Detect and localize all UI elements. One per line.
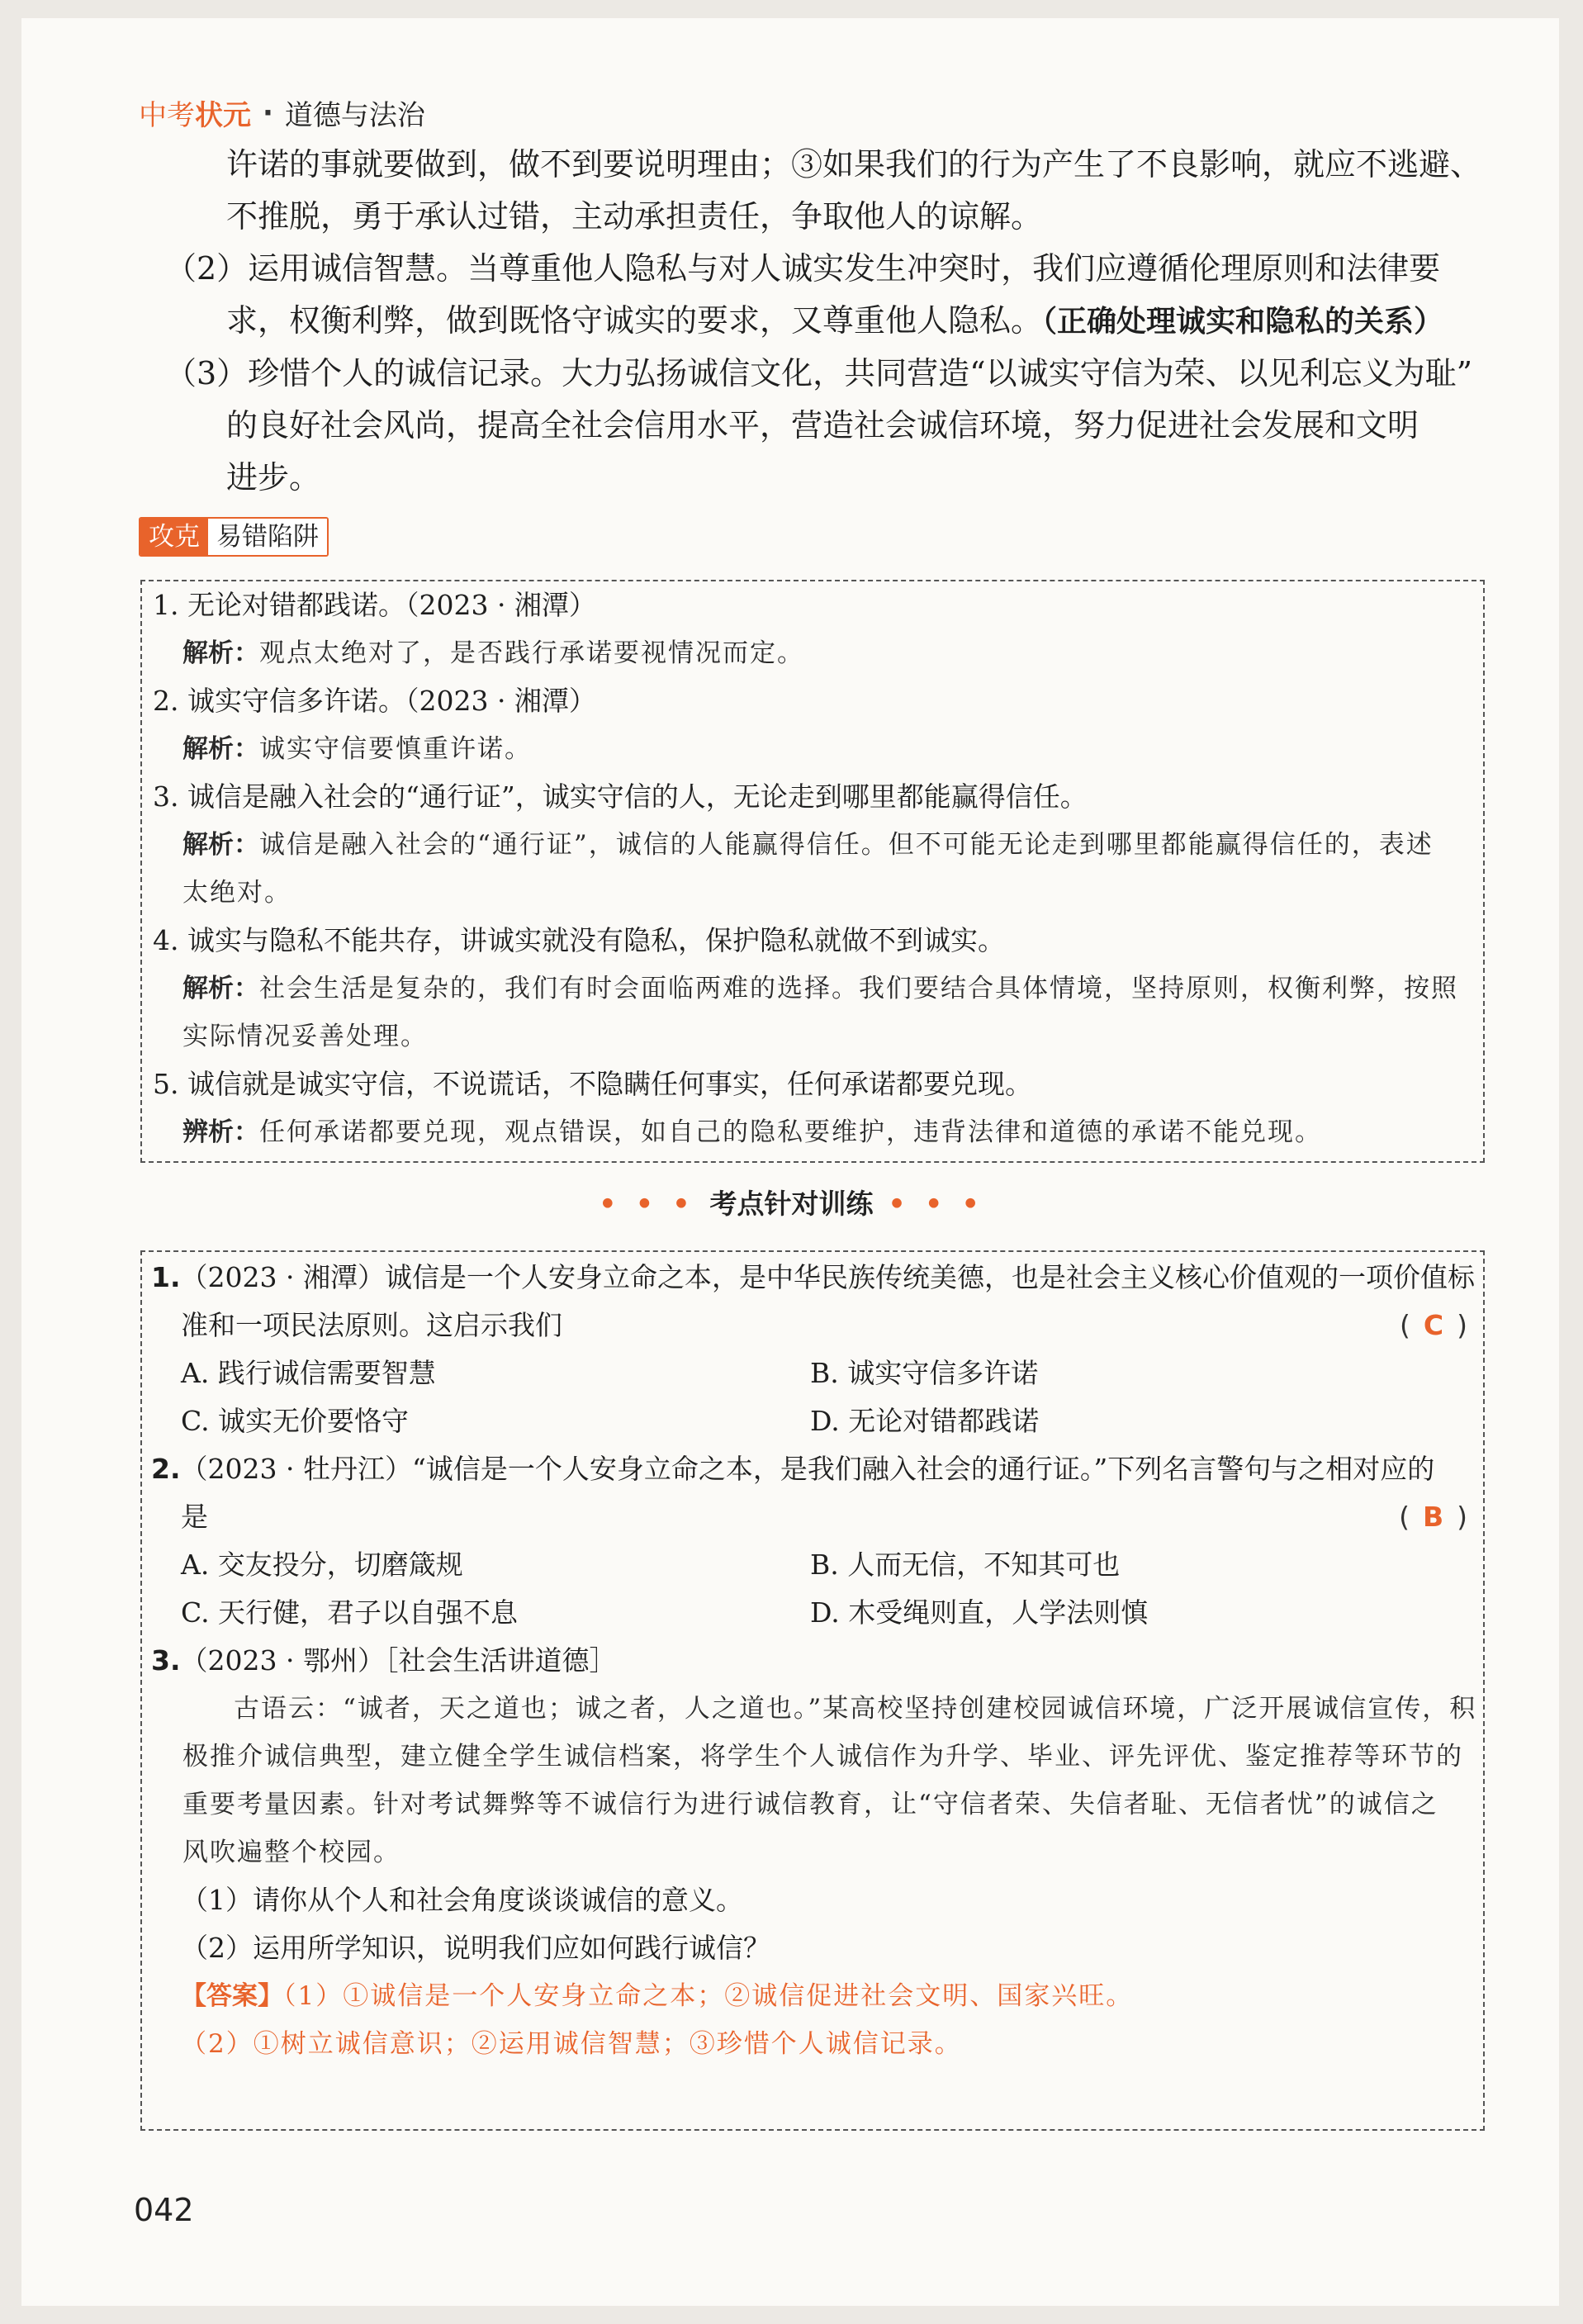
intro-line: 的良好社会风尚，提高全社会信用水平，营造社会诚信环境，努力促进社会发展和文明 [226,407,1419,443]
intro-line: 求，权衡利弊，做到既恪守诚实的要求，又尊重他人隐私。（正确处理诚实和隐私的关系） [226,302,1444,339]
answer-mark: ( B ) [1399,1501,1467,1533]
intro-line: （3）珍惜个人的诚信记录。大力弘扬诚信文化，共同营造“以诚实守信为荣、以见利忘义为耻” [165,355,1473,391]
trap-analysis: 解析：社会生活是复杂的，我们有时会面临两难的选择。我们要结合具体情境，坚持原则，权衡利弊，按照 [182,974,1458,1003]
trap-analysis: 辨析：任何承诺都要兑现，观点错误，如自己的隐私要维护，违背法律和道德的承诺不能兑现。 [182,1117,1322,1147]
trap-analysis: 解析：观点太绝对了，是否践行承诺要视情况而定。 [182,638,804,668]
trap-analysis: 解析：诚信是融入社会的“通行证”，诚信的人能赢得信任。但不可能无论走到哪里都能赢得信任的，表述 [182,830,1434,860]
material-paragraph: 极推介诚信典型，建立健全学生诚信档案，将学生个人诚信作为升学、毕业、评先评优、鉴定推荐等环节的 [182,1742,1463,1771]
option-d: D. 无论对错都践诺 [810,1405,1040,1437]
option-c: C. 诚实无价要恪守 [181,1405,410,1437]
option-a: A. 践行诚信需要智慧 [181,1357,436,1389]
sub-question-1: （1）请你从个人和社会角度谈谈诚信的意义。 [181,1884,743,1916]
question-1-cont: 准和一项民法原则。这启示我们 ( C ) [151,1302,1472,1349]
material-paragraph: 重要考量因素。针对考试舞弊等不诚信行为进行诚信教育，让“守信者荣、失信者耻、无信者忧”的诚信之 [182,1790,1438,1819]
option-b: B. 诚实守信多许诺 [810,1357,1039,1389]
sub-question-2: （2）运用所学知识，说明我们应如何践行诚信？ [181,1932,770,1964]
question-3: 3.（2023 · 鄂州）［社会生活讲道德］ [151,1644,617,1677]
question-2: 2.（2023 · 牡丹江）“诚信是一个人安身立命之本，是我们融入社会的通行证。”下列名言警句与之相对应的 [151,1453,1435,1485]
material-paragraph: 古语云：“诚者，天之道也；诚之者，人之道也。”某高校坚持创建校园诚信环境，广泛开展诚信宣传，积 [234,1694,1477,1724]
intro-line: 不推脱，勇于承认过错，主动承担责任，争取他人的谅解。 [226,198,1043,235]
options-row [151,1397,1472,1445]
intro-line: 许诺的事就要做到，做不到要说明理由；③如果我们的行为产生了不良影响，就应不逃避、 [226,146,1482,183]
options-row [151,1541,1472,1589]
options-row [151,1589,1472,1637]
options-row [151,1349,1472,1397]
trap-analysis: 解析：诚实守信要慎重许诺。 [182,734,532,764]
section-title: • • • 考点针对训练 • • • [599,1188,984,1220]
trap-question: 1. 无论对错都践诺。（2023 · 湘潭） [153,589,596,621]
trap-list [153,581,1474,1156]
header-separator: · [263,96,273,130]
trap-analysis-cont: 实际情况妥善处理。 [182,1022,428,1051]
emphasis-note: （正确处理诚实和隐私的关系） [1042,305,1444,339]
option-a: A. 交友投分，切磨箴规 [181,1549,463,1581]
intro-section [165,139,1499,504]
trap-question: 2. 诚实守信多许诺。（2023 · 湘潭） [153,685,596,717]
header-subject: 道德与法治 [284,99,425,132]
brand-logo: 中考状元 [139,99,251,132]
trap-section-tag: 攻克 易错陷阱 [139,517,329,557]
trap-question: 5. 诚信就是诚实守信，不说谎话，不隐瞒任何事实，任何承诺都要兑现。 [153,1068,1032,1100]
option-b: B. 人而无信，不知其可也 [810,1549,1121,1581]
page-number: 042 [134,2192,194,2228]
option-d: D. 木受绳则直，人学法则慎 [810,1596,1149,1629]
exercise-list [151,1254,1477,2068]
running-header [139,92,425,133]
material-paragraph: 风吹遍整个校园。 [182,1838,400,1867]
intro-line: 进步。 [226,459,321,496]
answer-mark: ( C ) [1400,1309,1467,1341]
question-1: 1.（2023 · 湘潭）诚信是一个人安身立命之本，是中华民族传统美德，也是社会主义核心价值观的一项价值标 [151,1261,1475,1293]
question-2-cont: 是 ( B ) [151,1493,1472,1541]
option-c: C. 天行健，君子以自强不息 [181,1596,519,1629]
answer-line: 【答案】（1）①诚信是一个人安身立命之本；②诚信促进社会文明、国家兴旺。 [181,1981,1134,2011]
intro-line: （2）运用诚信智慧。当尊重他人隐私与对人诚实发生冲突时，我们应遵循伦理原则和法律要 [165,250,1441,287]
answer-line: （2）①树立诚信意识；②运用诚信智慧；③珍惜个人诚信记录。 [181,2029,962,2059]
trap-question: 4. 诚实与隐私不能共存，讲诚实就没有隐私，保护隐私就做不到诚实。 [153,924,1005,956]
trap-question: 3. 诚信是融入社会的“通行证”，诚实守信的人，无论走到哪里都能赢得信任。 [153,780,1088,813]
trap-analysis-cont: 太绝对。 [182,878,291,908]
